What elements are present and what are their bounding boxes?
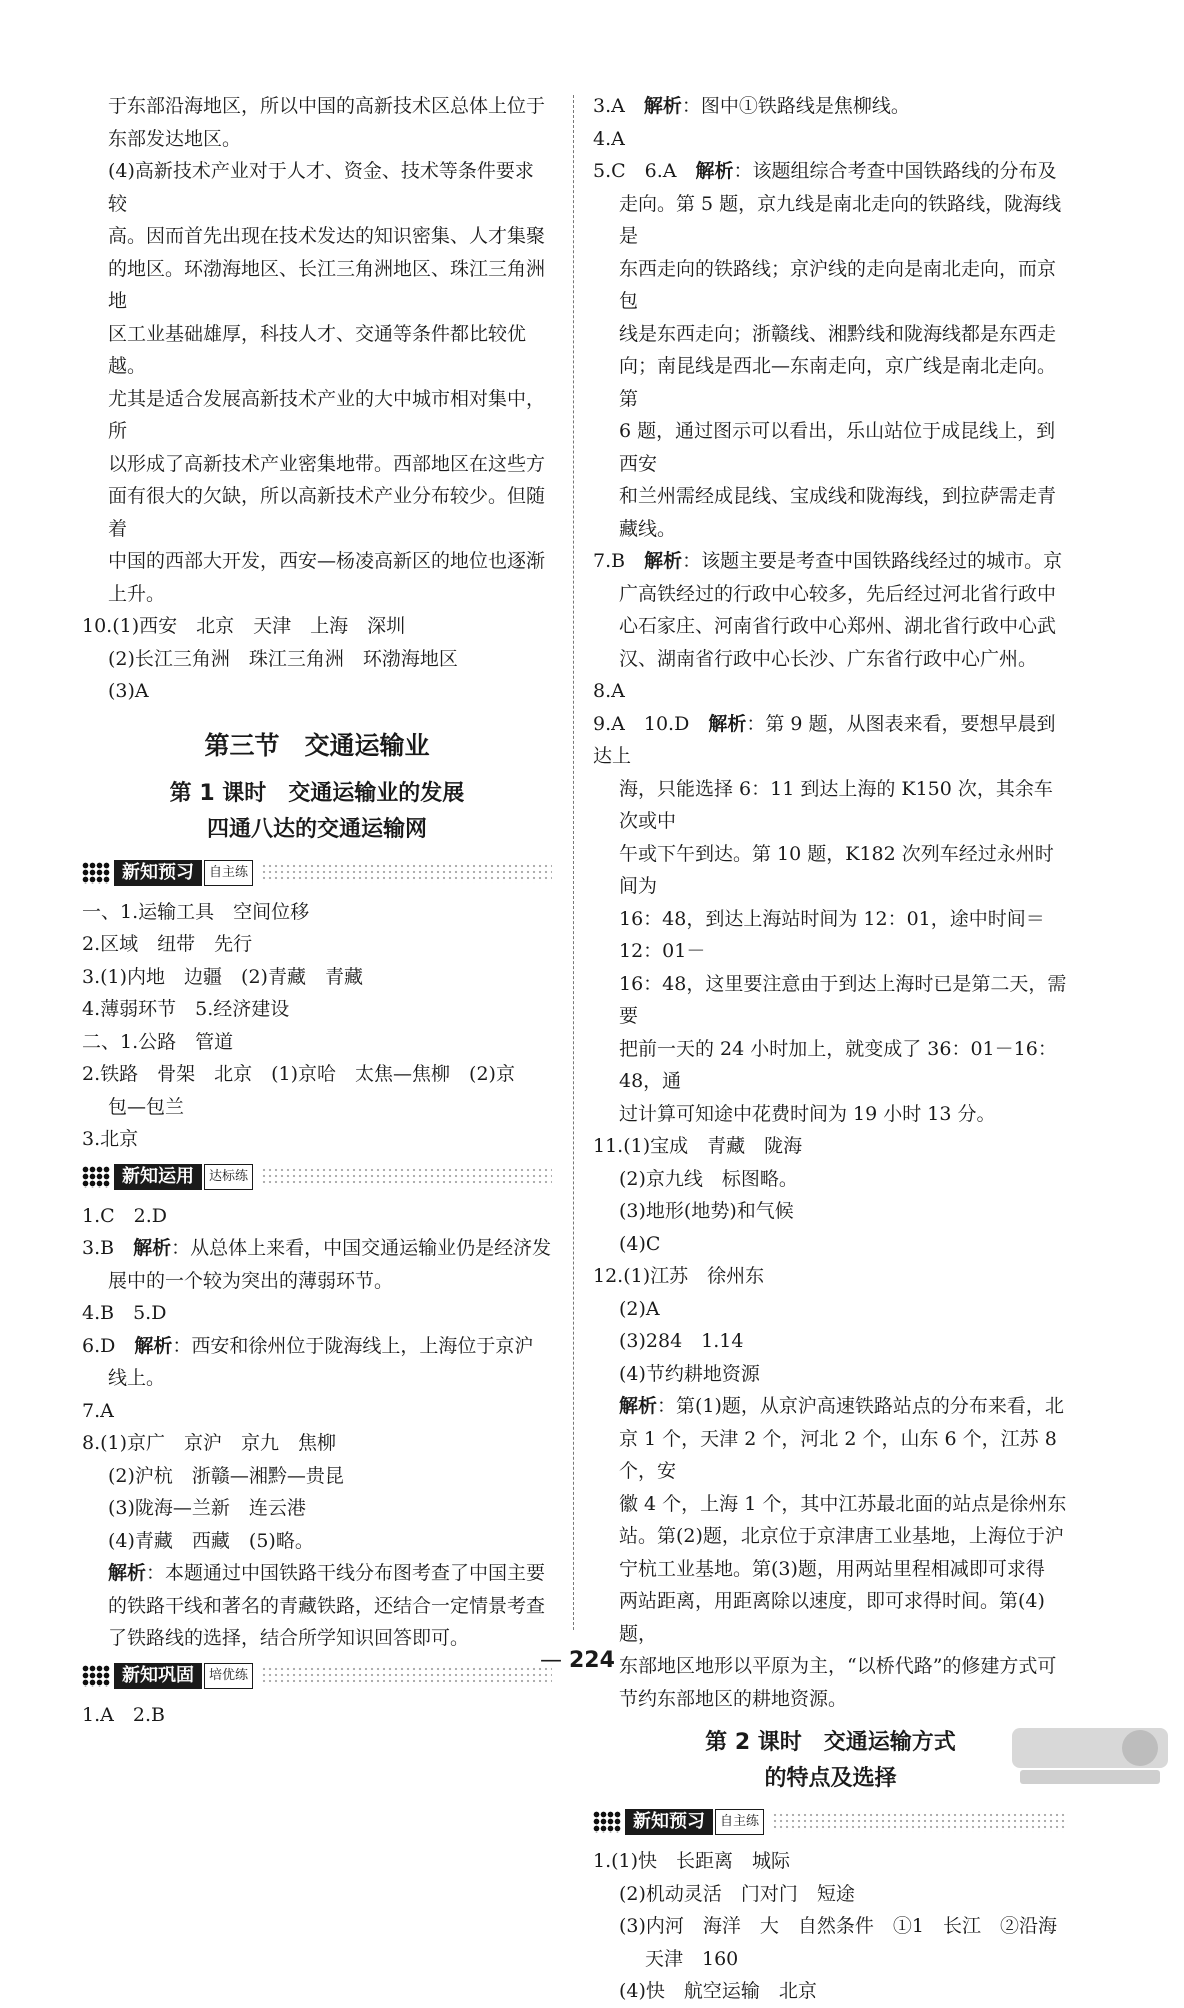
- dot-pattern: [261, 1167, 552, 1187]
- analysis-line: 京 1 个，天津 2 个，河北 2 个，山东 6 个，江苏 8 个，安: [619, 1427, 1057, 1482]
- dot-pattern: [261, 1666, 552, 1686]
- analysis-line: 了铁路线的选择，结合所学知识回答即可。: [108, 1627, 470, 1649]
- analysis-line: 广高铁经过的行政中心较多，先后经过河北省行政中: [619, 582, 1057, 605]
- analysis-line: 海，只能选择 6：11 到达上海的 K150 次，其余车次或中: [619, 777, 1053, 832]
- answer-line: 2.铁路 骨架 北京 (1)京哈 太焦—焦柳 (2)京: [82, 1063, 515, 1085]
- analysis-text: ：该题主要是考查中国铁路线经过的城市。京: [682, 550, 1063, 572]
- answer-line: (3)地形(地势)和气候: [619, 1200, 794, 1222]
- analysis-line: 和兰州需经成昆线、宝成线和陇海线，到拉萨需走青: [619, 485, 1057, 507]
- analysis-line: 东部地区地形以平原为主，“以桥代路”的修建方式可: [619, 1655, 1057, 1677]
- watermark-logo: [1010, 1724, 1170, 1788]
- answer-line: 包—包兰: [108, 1095, 185, 1118]
- dot-pattern: [772, 1812, 1068, 1832]
- text-line: 以形成了高新技术产业密集地带。西部地区在这些方: [108, 452, 546, 475]
- answer-line: 10.(1)西安 北京 天津 上海 深圳: [82, 615, 406, 637]
- answer-line: (2)长江三角洲 珠江三角洲 环渤海地区: [108, 647, 458, 670]
- column-divider: [573, 95, 574, 1630]
- banner-tag: 达标练: [204, 1164, 253, 1190]
- banner-tag: 自主练: [715, 1809, 764, 1835]
- analysis-line: [593, 1390, 1068, 1423]
- answer-line: 2.区域 纽带 先行: [82, 933, 253, 955]
- text-line: (4)高新技术产业对于人才、资金、技术等条件要求较: [108, 160, 534, 215]
- text-line: 上升。: [108, 582, 166, 605]
- answer-line: [593, 708, 1068, 773]
- answer-line: 1.(1)快 长距离 城际: [593, 1850, 791, 1872]
- dot-pattern: [261, 863, 552, 883]
- answer-label: 7.B: [593, 550, 645, 572]
- analysis-line: 16：48，到达上海站时间为 12：01，途中时间＝12：01－: [619, 907, 1045, 962]
- answer-line: (3)内河 海洋 大 自然条件 ①1 长江 ②沿海: [619, 1915, 1058, 1937]
- analysis-keyword: 解析: [708, 712, 747, 735]
- analysis-line: 汉、湖南省行政中心长沙、广东省行政中心广州。: [619, 647, 1038, 670]
- answer-line: (3)A: [108, 680, 149, 702]
- answer-line: 4.B 5.D: [82, 1302, 167, 1324]
- answer-line: (2)京九线 标图略。: [619, 1167, 798, 1190]
- analysis-text: ：西安和徐州位于陇海线上，上海位于京沪: [172, 1334, 534, 1357]
- analysis-line: 展中的一个较为突出的薄弱环节。: [108, 1269, 394, 1292]
- analysis-keyword: 解析: [108, 1562, 147, 1584]
- analysis-line: 的铁路干线和著名的青藏铁路，还结合一定情景考查: [108, 1594, 546, 1617]
- analysis-text: ：图中①铁路线是焦柳线。: [681, 95, 910, 117]
- answer-line: 8.(1)京广 京沪 京九 焦柳: [82, 1432, 337, 1454]
- analysis-line: 东西走向的铁路线；京沪线的走向是南北走向，而京包: [619, 257, 1057, 312]
- answer-line: (3)284 1.14: [619, 1330, 744, 1352]
- analysis-line: 把前一天的 24 小时加上，就变成了 36：01－16：48，通: [619, 1037, 1057, 1092]
- right-column: [593, 90, 1068, 2008]
- analysis-text: ：第(1)题，从京沪高速铁路站点的分布来看，北: [657, 1395, 1064, 1417]
- banner-title: 新知预习: [625, 1809, 713, 1835]
- analysis-line: [82, 1557, 552, 1590]
- answer-line: 3.(1)内地 边疆 (2)青藏 青藏: [82, 965, 363, 988]
- banner-tag: 自主练: [204, 860, 253, 886]
- analysis-keyword: 解析: [619, 1395, 658, 1417]
- answer-line: [593, 155, 1068, 188]
- analysis-line: 藏线。: [619, 517, 677, 540]
- dot-grid-icon: [82, 862, 110, 884]
- lesson-title: [82, 776, 552, 848]
- answer-line: [593, 545, 1068, 578]
- answer-line: 7.A: [82, 1399, 114, 1422]
- answer-line: (3)陇海—兰新 连云港: [108, 1497, 306, 1519]
- analysis-line: 向；南昆线是西北—东南走向，京广线是南北走向。第: [619, 355, 1057, 410]
- analysis-line: 午或下午到达。第 10 题，K182 次列车经过永州时间为: [619, 842, 1054, 897]
- answer-line: (4)青藏 西藏 (5)略。: [108, 1529, 314, 1552]
- text-line: 东部发达地区。: [108, 127, 242, 150]
- text-line: 于东部沿海地区，所以中国的高新技术区总体上位于: [108, 95, 546, 117]
- analysis-keyword: 解析: [695, 160, 734, 182]
- analysis-line: 线是东西走向；浙赣线、湘黔线和陇海线都是东西走: [619, 322, 1057, 345]
- lesson-title-line: 第 2 课时 交通运输方式: [705, 1730, 956, 1755]
- analysis-line: 心石家庄、河南省行政中心郑州、湖北省行政中心武: [619, 615, 1057, 637]
- lesson-title-line: 四通八达的交通运输网: [206, 816, 427, 842]
- answer-line: 4.薄弱环节 5.经济建设: [82, 998, 290, 1020]
- answer-line: (4)C: [619, 1232, 661, 1255]
- answer-line: (2)机动灵活 门对门 短途: [619, 1882, 855, 1905]
- answer-line: 11.(1)宝成 青藏 陇海: [593, 1135, 803, 1157]
- banner-title: 新知运用: [114, 1164, 202, 1190]
- analysis-line: 站。第(2)题，北京位于京津唐工业基地，上海位于沪: [619, 1525, 1064, 1547]
- answer-line: 一、1.运输工具 空间位移: [82, 900, 310, 923]
- answer-line: [82, 1232, 552, 1265]
- analysis-line: 两站距离，用距离除以速度，即可求得时间。第(4)题，: [619, 1590, 1045, 1645]
- answer-line: 1.A 2.B: [82, 1703, 165, 1726]
- analysis-line: 6 题，通过图示可以看出，乐山站位于成昆线上，到西安: [619, 420, 1056, 475]
- answer-line: 12.(1)江苏 徐州东: [593, 1265, 765, 1287]
- answer-line: 二、1.公路 管道: [82, 1030, 234, 1053]
- answer-line: 1.C 2.D: [82, 1204, 168, 1227]
- analysis-keyword: 解析: [644, 550, 683, 572]
- banner-preview: [82, 858, 552, 888]
- analysis-keyword: 解析: [643, 95, 682, 117]
- text-line: 面有很大的欠缺，所以高新技术产业分布较少。但随着: [108, 485, 546, 540]
- dot-grid-icon: [82, 1665, 110, 1687]
- answer-line: 3.北京: [82, 1128, 139, 1150]
- banner-apply: [82, 1162, 552, 1192]
- analysis-text: ：本题通过中国铁路干线分布图考查了中国主要: [146, 1562, 546, 1584]
- answer-label: 3.A: [593, 95, 644, 117]
- text-line: 中国的西部大开发，西安—杨凌高新区的地位也逐渐: [108, 550, 546, 572]
- answer-line: 8.A: [593, 680, 625, 702]
- banner-tag: 培优练: [204, 1663, 253, 1689]
- analysis-line: 16：48，这里要注意由于到达上海时已是第二天，需要: [619, 972, 1067, 1027]
- lesson-title-line: 第 1 课时 交通运输业的发展: [169, 780, 465, 806]
- left-column: [82, 90, 552, 1731]
- answer-label: 3.B: [82, 1237, 134, 1259]
- text-line: 尤其是适合发展高新技术产业的大中城市相对集中，所: [108, 387, 546, 442]
- text-line: 高。因而首先出现在技术发达的知识密集、人才集聚: [108, 225, 546, 247]
- answer-label: 5.C 6.A: [593, 160, 696, 182]
- analysis-text: ：第 9 题，从图表来看，要想早晨到达上: [593, 712, 1056, 767]
- analysis-line: 宁杭工业基地。第(3)题，用两站里程相减即可求得: [619, 1557, 1045, 1580]
- answer-line: (2)沪杭 浙赣—湘黔—贵昆: [108, 1464, 344, 1487]
- answer-label: 6.D: [82, 1334, 135, 1357]
- answer-line: 4.A: [593, 127, 625, 150]
- answer-line: [82, 1330, 552, 1363]
- analysis-line: 走向。第 5 题，京九线是南北走向的铁路线，陇海线是: [619, 192, 1062, 247]
- lesson-title-line: 的特点及选择: [764, 1766, 897, 1791]
- dot-grid-icon: [82, 1166, 110, 1188]
- answer-line: (4)节约耕地资源: [619, 1362, 760, 1385]
- banner-preview: [593, 1807, 1068, 1837]
- banner-title: 新知巩固: [114, 1663, 202, 1689]
- analysis-text: ：从总体上来看，中国交通运输业仍是经济发: [171, 1237, 552, 1259]
- answer-line: [593, 90, 1068, 123]
- answer-line: (4)快 航空运输 北京: [619, 1980, 817, 2002]
- lesson-title: [593, 1725, 1068, 1797]
- answer-line: (2)A: [619, 1297, 660, 1320]
- analysis-keyword: 解析: [133, 1237, 172, 1259]
- answer-line: 天津 160: [645, 1947, 739, 1970]
- banner-consolidate: [82, 1661, 552, 1691]
- analysis-line: 徽 4 个，上海 1 个，其中江苏最北面的站点是徐州东: [619, 1492, 1067, 1515]
- page-number: — 224: [540, 1648, 615, 1673]
- analysis-text: ：该题组综合考查中国铁路线的分布及: [733, 160, 1057, 182]
- text-line: 区工业基础雄厚，科技人才、交通等条件都比较优越。: [108, 322, 527, 377]
- analysis-line: 过计算可知途中花费时间为 19 小时 13 分。: [619, 1102, 996, 1125]
- analysis-line: 节约东部地区的耕地资源。: [619, 1687, 848, 1710]
- banner-title: 新知预习: [114, 860, 202, 886]
- text-line: 的地区。环渤海地区、长江三角洲地区、珠江三角洲地: [108, 257, 546, 312]
- analysis-line: 线上。: [108, 1367, 166, 1389]
- section-title: 第三节 交通运输业: [204, 730, 430, 760]
- answer-label: 9.A 10.D: [593, 712, 709, 735]
- dot-grid-icon: [593, 1811, 621, 1833]
- analysis-keyword: 解析: [134, 1334, 173, 1357]
